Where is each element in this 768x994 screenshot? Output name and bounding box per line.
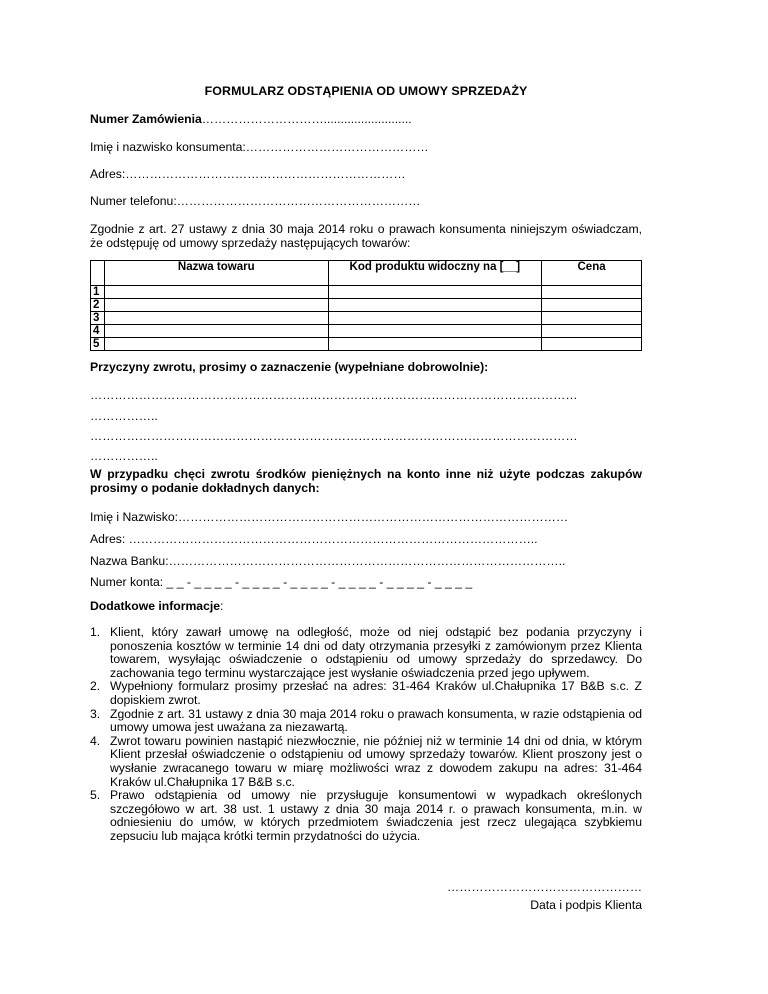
product-name-cell[interactable]	[104, 299, 328, 312]
list-item	[90, 626, 642, 680]
list-number: 4.	[90, 733, 101, 748]
row-number: 5	[91, 338, 105, 351]
product-code-cell[interactable]	[328, 338, 542, 351]
list-text: Zwrot towaru powinien nastąpić niezwłocznie, nie później niż w terminie 14 dni od dnia, w którym Klient przesłał oświadczenie o odstąpieniu od umowy sprzedaży towarów. Klient proszony jest o wysłanie zwracanego towaru w miarę możliwości wraz z dowodem zakupu na adres: 31-464 Kraków ul.Chałupnika 17 B&B s.c.	[110, 733, 642, 789]
header-product-code: Kod produktu widoczny na [__]	[328, 261, 542, 286]
list-item	[90, 735, 642, 789]
product-name-cell[interactable]	[104, 338, 328, 351]
product-code-cell[interactable]	[328, 325, 542, 338]
additional-info-label: Dodatkowe informacje	[90, 599, 221, 613]
form-title: FORMULARZ ODSTĄPIENIA OD UMOWY SPRZEDAŻY	[204, 84, 528, 98]
product-code-cell[interactable]	[328, 286, 542, 299]
refund-address-field[interactable]: Adres: ………………………………………………………………………………………..	[90, 532, 538, 546]
product-name-cell[interactable]	[104, 286, 328, 299]
refund-name-field[interactable]: Imię i Nazwisko:……………………………………………………………………………………	[90, 510, 569, 524]
list-number: 3.	[90, 706, 101, 721]
reasons-line[interactable]: …………………………………………………………………………………………………………	[90, 388, 578, 402]
product-code-cell[interactable]	[328, 312, 542, 325]
order-number-field[interactable]: …………………………..........................	[201, 112, 412, 126]
product-name-cell[interactable]	[104, 312, 328, 325]
table-row	[91, 286, 642, 299]
row-number: 2	[91, 299, 105, 312]
table-row	[91, 299, 642, 312]
list-number: 2.	[90, 679, 101, 694]
bank-name-field[interactable]: Nazwa Banku:……………………………………………………………………………………..	[90, 554, 566, 568]
list-item	[90, 680, 642, 707]
list-number: 1.	[90, 625, 101, 639]
row-number: 1	[91, 286, 105, 299]
header-price: Cena	[542, 261, 642, 286]
price-cell[interactable]	[542, 299, 642, 312]
reasons-line[interactable]: ……………..	[90, 449, 158, 463]
price-cell[interactable]	[542, 325, 642, 338]
refund-heading: W przypadku chęci zwrotu środków pieniężnych na konto inne niż użyte podczas zakupów prosimy o podanie dokładnych danych:	[90, 467, 642, 495]
product-name-cell[interactable]	[104, 325, 328, 338]
address-field[interactable]: Adres:……………………………………………………………	[90, 167, 406, 181]
list-item	[90, 708, 642, 735]
phone-field[interactable]: Numer telefonu:……………………………………………………	[90, 194, 421, 208]
price-cell[interactable]	[542, 338, 642, 351]
product-code-cell[interactable]	[328, 299, 542, 312]
signature-label: Data i podpis Klienta	[530, 898, 642, 912]
table-row	[91, 338, 642, 351]
price-cell[interactable]	[542, 286, 642, 299]
list-text: Zgodnie z art. 31 ustawy z dnia 30 maja 2014 roku o prawach konsumenta, w razie odstąpienia od umowy umowa jest uważana za niezawartą.	[110, 706, 642, 735]
reasons-line[interactable]: …………………………………………………………………………………………………………	[90, 429, 578, 443]
table-row	[91, 325, 642, 338]
reasons-line[interactable]: ……………..	[90, 409, 158, 423]
price-cell[interactable]	[542, 312, 642, 325]
additional-info-list	[90, 626, 642, 844]
additional-info-heading	[90, 599, 223, 613]
list-text: Prawo odstąpienia od umowy nie przysługuje konsumentowi w wypadkach określonych szczegółowo w art. 38 ust. 1 ustawy z dnia 30 maja 2014 r. o prawach konsumenta, m.in. w odniesieniu do umów, w których przedmiotem świadczenia jest rzecz ulegająca szybkiemu zepsuciu lub mająca krótki termin przydatności do użycia.	[110, 788, 642, 843]
header-product-name: Nazwa towaru	[104, 261, 328, 286]
header-lp	[91, 261, 105, 286]
reasons-heading: Przyczyny zwrotu, prosimy o zaznaczenie (wypełniane dobrowolnie):	[90, 360, 489, 374]
additional-info-colon: :	[220, 599, 224, 613]
list-text: Wypełniony formularz prosimy przesłać na adres: 31-464 Kraków ul.Chałupnika 17 B&B s.c. Z dopiskiem zwrot.	[110, 679, 642, 707]
order-number-label: Numer Zamówienia	[90, 112, 202, 126]
goods-table	[90, 260, 642, 351]
goods-table-header	[91, 261, 642, 286]
table-row	[91, 312, 642, 325]
consumer-name-field[interactable]: Imię i nazwisko konsumenta:………………………………………	[90, 140, 429, 154]
withdrawal-statement: Zgodnie z art. 27 ustawy z dnia 30 maja 2014 roku o prawach konsumenta niniejszym oświadczam, że odstępuję od umowy sprzedaży następujących towarów:	[90, 222, 642, 250]
row-number: 3	[91, 312, 105, 325]
row-number: 4	[91, 325, 105, 338]
signature-field[interactable]: …………………………………………	[447, 880, 642, 894]
order-number-line	[90, 112, 412, 126]
list-item	[90, 789, 642, 843]
account-number-field[interactable]: Numer konta: _ _ - _ _ _ _ - _ _ _ _ - _ _ _ _ - _ _ _ _ - _ _ _ _ - _ _ _ _	[90, 575, 473, 589]
list-number: 5.	[90, 788, 101, 803]
list-text: Klient, który zawarł umowę na odległość, może od niej odstąpić bez podania przyczyny i ponoszenia kosztów w terminie 14 dni od daty otrzymania przesyłki z zamówionym przez Klienta towarem, wysyłając oświadczenie o odstąpieniu od umowy sprzedaży do sprzedawcy. Do zachowania tego terminu wystarczające jest wysłanie oświadczenia przed jego upływem.	[110, 625, 642, 680]
